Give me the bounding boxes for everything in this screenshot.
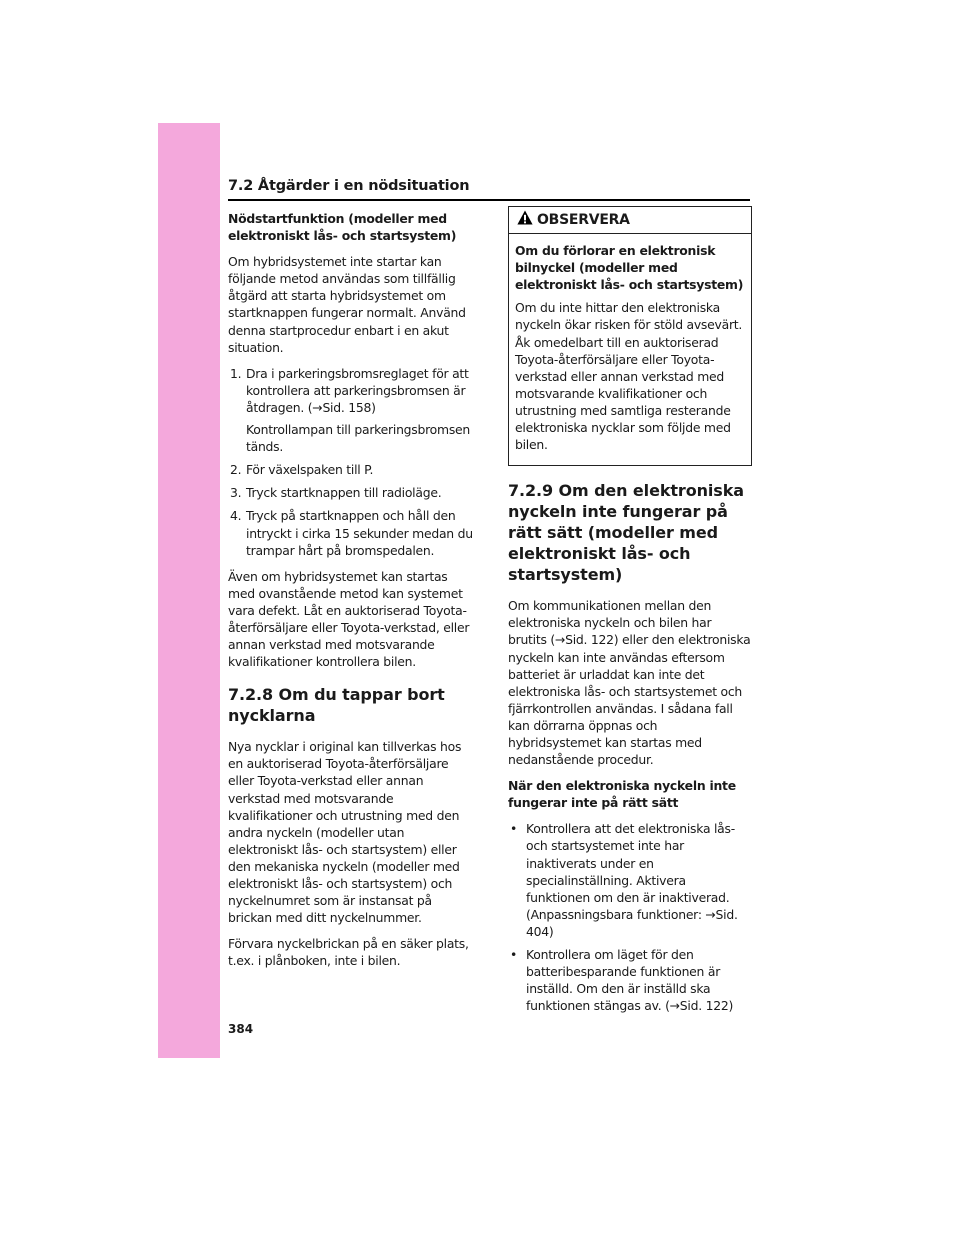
margin-color-band [158,123,220,1058]
bullet-icon: • [510,947,518,962]
emergency-start-intro: Om hybridsystemet inte startar kan följande metod användas som tillfällig åtgärd att starta hybridsystemet om startknappen fungerar normalt. Använd denna startprocedur enbart i en akut situation. [228,254,466,355]
notice-text: Om du inte hittar den elektroniska nyckeln ökar risken för stöld avsevärt. Åk omedelbart till en auktoriserad Toyota-återförsäljare eller Toyota-verkstad eller annan verkstad med motsvarande kvalifikationer och utrustning med samtliga resterande elektroniska nycklar som följde med bilen. [515,300,743,453]
page-number: 384 [228,1022,254,1036]
emergency-start-heading: Nödstartfunktion (modeller med elektroniskt lås- och startsystem) [228,211,457,244]
step-text: Tryck på startknappen och håll den intryckt i cirka 15 sekunder medan du trampar hårt på bromspedalen. [246,508,473,558]
section-728-paragraph-2: Förvara nyckelbrickan på en säker plats, t.ex. i plånboken, inte i bilen. [228,936,469,969]
right-column [508,210,752,1020]
section-728-title: 7.2.8 Om du tappar bort nycklarna [228,685,445,726]
list-item [508,946,752,1014]
notice-heading: Om du förlorar en elektronisk bilnyckel (modeller med elektroniskt lås- och startsystem) [515,243,744,293]
notice-title: OBSERVERA [537,211,630,228]
warning-icon [517,210,533,230]
section-header: 7.2 Åtgärder i en nödsituation [228,178,470,194]
step-note: Kontrollampan till parkeringsbromsen tänds. [246,422,471,455]
step-text: Dra i parkeringsbromsreglaget för att kontrollera att parkeringsbromsen är åtdragen. (→Sid. 158) [246,365,469,415]
list-item [508,820,752,940]
bullet-text: Kontrollera om läget för den batteribesparande funktionen är inställd. Om den är inställd ska funktionen stängas av. (→Sid. 122) [526,947,734,1014]
notice-body [509,234,751,465]
notice-box [508,206,752,466]
start-steps-list [228,365,474,559]
list-item: 3. Tryck startknappen till radioläge. [230,485,442,501]
left-column [228,210,474,978]
after-steps-paragraph: Även om hybridsystemet kan startas med ovanstående metod kan systemet vara defekt. Låt en auktoriserad Toyota-återförsäljare eller Toyota-verkstad, eller annan verkstad med motsvarande kvalifikationer kontrollera bilen. [228,568,470,670]
section-729-title: 7.2.9 Om den elektroniska nyckeln inte fungerar på rätt sätt (modeller med elektroniskt lås- och startsystem) [508,481,744,585]
key-malfunction-subheading: När den elektroniska nyckeln inte fungerar inte på rätt sätt [508,778,736,811]
list-item: 4. Tryck på startknappen och håll den intryckt i cirka 15 sekunder medan du trampar hårt på bromspedalen. [230,508,473,558]
step-text: Tryck startknappen till radioläge. [246,485,442,501]
notice-header [509,207,751,234]
bullet-text: Kontrollera att det elektroniska lås- och startsystemet inte har inaktiverats under en specialinställning. Aktivera funktionen om den är inaktiverad. (Anpassningsbara funktioner: →Sid. 404) [526,821,738,939]
list-item: 2. För växelspaken till P. [230,462,374,478]
header-rule [228,199,750,201]
step-text: För växelspaken till P. [246,462,374,478]
check-bullets [508,820,752,1014]
section-729-paragraph: Om kommunikationen mellan den elektroniska nyckeln och bilen har brutits (→Sid. 122) eller den elektroniska nyckeln kan inte användas eftersom batteriet är urladdat kan inte det elektroniska lås- och startsystemet och fjärrkontrollen användas. I sådana fall kan dörrarna öppnas och hybridsystemet kan startas med nedanstående procedur. [508,598,751,768]
bullet-icon: • [510,821,518,837]
section-728-paragraph-1: Nya nycklar i original kan tillverkas hos en auktoriserad Toyota-återförsäljare eller Toyota-verkstad eller annan verkstad med motsvarande kvalifikationer och utrustning med den andra nyckeln (modeller utan elektroniskt lås- och startsystem) eller den mekaniska nyckeln (modeller med elektroniskt lås- och startsystem) och nyckelnumret som är instansat på brickan med ditt nyckelnummer. [228,739,462,926]
list-item: 1. Dra i parkeringsbromsreglaget för att kontrollera att parkeringsbromsen är åtdragen. (→Sid. 158) Kontrollampan till parkeringsbromsen tänds. [228,365,474,455]
